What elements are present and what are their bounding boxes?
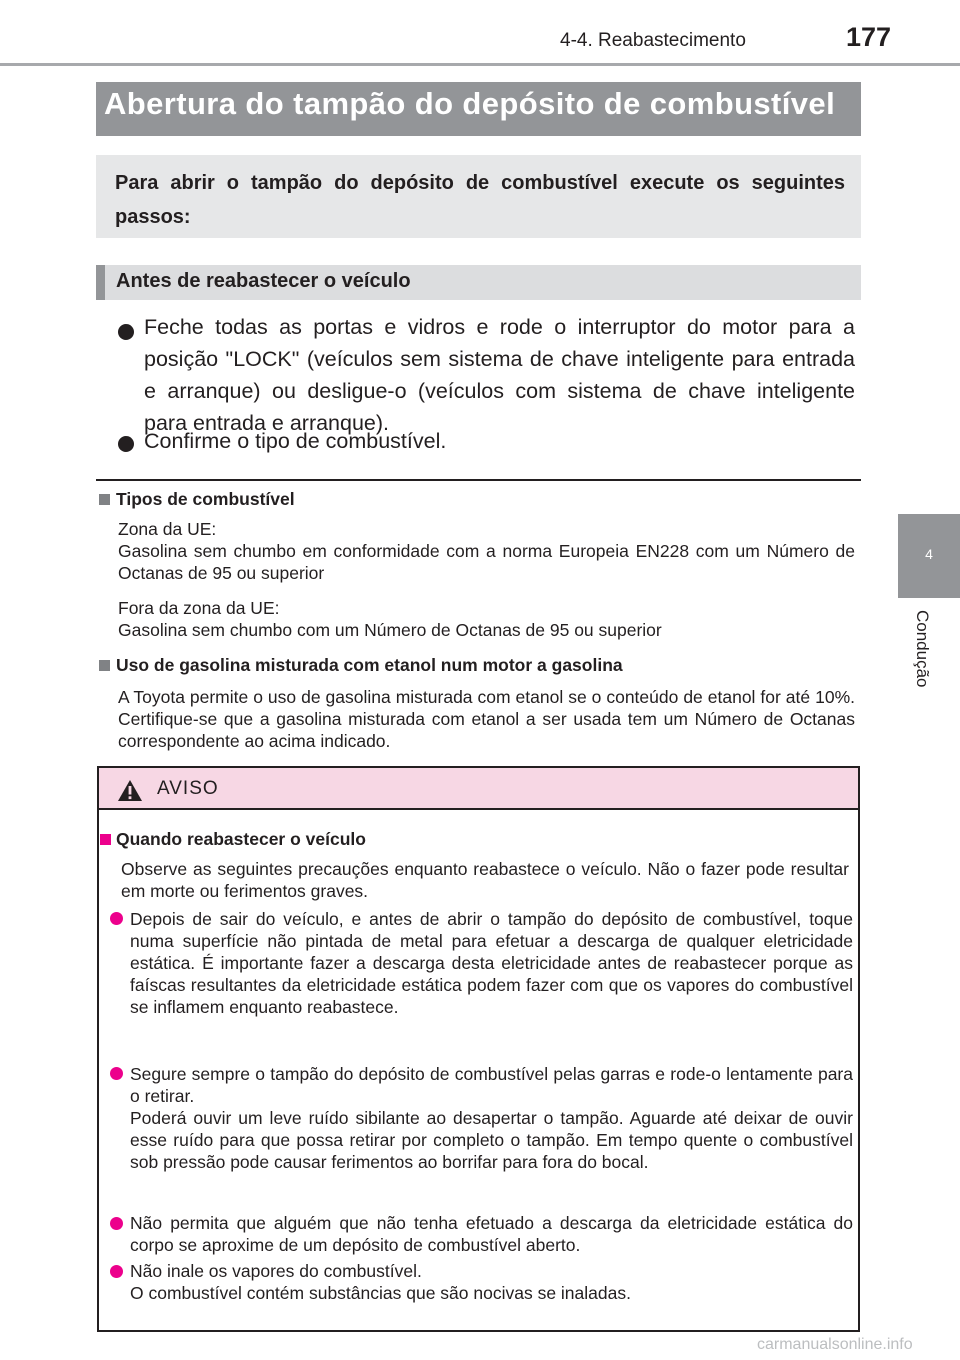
ethanol-text: A Toyota permite o uso de gasolina misturada com etanol se o conteúdo de etanol for até 10%. Certifique-se que a gasolina misturada com etanol a ser usada tem um Número de Octanas correspondente ao acima indicado. — [118, 687, 855, 751]
chapter-tab — [898, 514, 960, 598]
fuel-types-eu — [118, 518, 855, 584]
square-bullet-icon — [99, 660, 110, 671]
bullet-icon — [110, 1067, 123, 1080]
fuel-types-non-eu — [118, 597, 855, 641]
warning-intro: Observe as seguintes precauções enquanto reabastece o veículo. Não o fazer pode resultar em morte ou ferimentos graves. — [121, 859, 849, 901]
section-heading-accent — [96, 265, 105, 300]
intro-text: Para abrir o tampão do depósito de combustível execute os seguintes passos: — [115, 172, 845, 228]
bullet-icon — [110, 1265, 123, 1278]
fuel-types-eu-label: Zona da UE: — [118, 519, 217, 539]
warning-bullet-line: Depois de sair do veículo, e antes de abrir o tampão do depósito de combustível, toque numa superfície não pintada de metal para efetuar a descarga de qualquer eletricidade estática. É importante fazer a descarga desta eletricidade antes de reabastecer porque as faíscas resultantes da eletricidade estática podem fazer com que os vapores do combustível se inflamem enquanto reabastece. — [130, 909, 853, 1017]
square-bullet-icon — [100, 834, 111, 845]
step-item: Feche todas as portas e vidros e rode o interruptor do motor para a posição "LOCK" (veículos sem sistema de chave inteligente para entrada e arranque) ou desligue-o (veículos com sistema de chave inteligente para entrada e arranque). — [144, 315, 855, 435]
warning-bullet-line: Poderá ouvir um leve ruído sibilante ao desapertar o tampão. Aguarde até deixar de ouvir esse ruído para que possa retirar por completo o tampão. Em tempo quente o combustível sob pressão pode causar ferimentos ao borrifar para fora do bocal. — [130, 1108, 853, 1172]
warning-triangle-icon — [117, 779, 143, 802]
fuel-types-non-eu-text: Gasolina sem chumbo com um Número de Octanas de 95 ou superior — [118, 620, 662, 640]
header-section-title: 4-4. Reabastecimento — [560, 30, 746, 51]
bullet-icon — [118, 324, 134, 340]
warning-bullet-line: O combustível contém substâncias que são nocivas se inaladas. — [130, 1283, 631, 1303]
ethanol-title: Uso de gasolina misturada com etanol num motor a gasolina — [116, 655, 623, 675]
warning-subtitle: Quando reabastecer o veículo — [116, 829, 366, 849]
warning-label: AVISO — [157, 778, 219, 799]
warning-bullet-line: Segure sempre o tampão do depósito de combustível pelas garras e rode-o lentamente para o retirar. — [130, 1064, 853, 1106]
bullet-icon — [118, 436, 134, 452]
header-rule — [0, 63, 960, 66]
bullet-icon — [110, 1217, 123, 1230]
step-item: Confirme o tipo de combustível. — [144, 429, 447, 453]
fuel-types-eu-text: Gasolina sem chumbo em conformidade com a norma Europeia EN228 com um Número de Octanas de 95 ou superior — [118, 541, 855, 583]
chapter-tab-label: Condução — [913, 610, 932, 688]
divider — [96, 479, 861, 481]
square-bullet-icon — [99, 494, 110, 505]
warning-bullet-line: Não inale os vapores do combustível. — [130, 1261, 422, 1281]
warning-bullet — [130, 1063, 853, 1173]
warning-bullet — [130, 908, 853, 1018]
chapter-tab-number: 4 — [925, 546, 933, 562]
fuel-types-title: Tipos de combustível — [116, 489, 295, 509]
fuel-types-non-eu-label: Fora da zona da UE: — [118, 598, 280, 618]
warning-bullet — [130, 1212, 853, 1256]
watermark: carmanualsonline.info — [757, 1336, 913, 1353]
warning-bullet — [130, 1260, 853, 1304]
bullet-icon — [110, 912, 123, 925]
page-title: Abertura do tampão do depósito de combustível — [104, 86, 836, 121]
section-heading: Antes de reabastecer o veículo — [116, 270, 411, 292]
page-number: 177 — [846, 22, 892, 52]
warning-bullet-line: Não permita que alguém que não tenha efetuado a descarga da eletricidade estática do corpo se aproxime de um depósito de combustível aberto. — [130, 1213, 853, 1255]
